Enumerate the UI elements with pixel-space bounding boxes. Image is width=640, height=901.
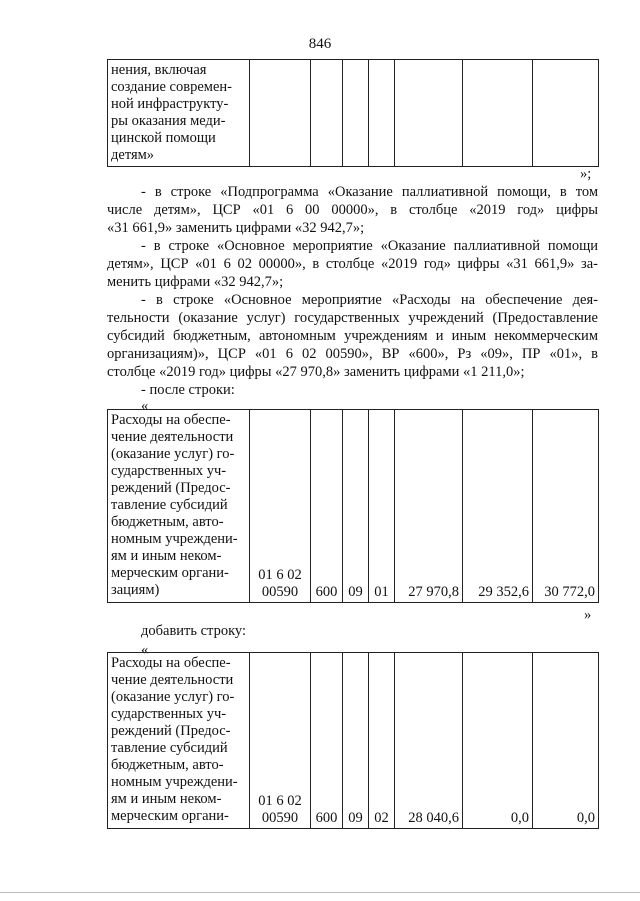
- add-row-label: добавить строку:: [141, 623, 246, 639]
- paragraph-line: числе детям», ЦСР «01 6 00 00000», в столбце «2019 год» цифры: [107, 202, 598, 218]
- row-description: Расходы на обеспе- чение деятельности (оказание услуг) го- сударственных уч- реждений (Предос- тавление субсидий бюджетным, авто- номным учреждени- ям и иным неком- мерческим органи-: [108, 653, 250, 829]
- csr-cell: [250, 60, 311, 167]
- year-2019-cell: 27 970,8: [395, 410, 463, 603]
- pr-cell: 01: [369, 410, 395, 603]
- budget-table-fragment: [107, 59, 599, 167]
- rz-cell: 09: [343, 653, 369, 829]
- pr-cell: 02: [369, 653, 395, 829]
- paragraph-line: - в строке «Основное мероприятие «Расходы на обеспечение дея-: [141, 292, 598, 308]
- vr-cell: 600: [311, 410, 343, 603]
- paragraph-line: менить цифрами «32 942,7»;: [107, 274, 284, 290]
- paragraph-line: столбце «2019 год» цифры «27 970,8» заменить цифрами «1 211,0»;: [107, 364, 525, 380]
- year-2021-cell: 0,0: [533, 653, 599, 829]
- vr-cell: 600: [311, 653, 343, 829]
- year-2020-cell: 29 352,6: [463, 410, 533, 603]
- paragraph-line: субсидий бюджетным, автономным учреждениям и иным некоммерческим: [107, 328, 598, 344]
- rz-cell: 09: [343, 410, 369, 603]
- paragraph-line: тельности (оказание услуг) государственных учреждений (Предоставление: [107, 310, 598, 326]
- year-2019-cell: 28 040,6: [395, 653, 463, 829]
- closing-quote: »: [584, 607, 592, 623]
- year-2020-cell: [463, 60, 533, 167]
- after-row-label: - после строки:: [141, 382, 235, 398]
- year-2021-cell: 30 772,0: [533, 410, 599, 603]
- year-2020-cell: 0,0: [463, 653, 533, 829]
- csr-cell: 01 6 02 00590: [250, 653, 311, 829]
- paragraph-line: - в строке «Подпрограмма «Оказание паллиативной помощи, в том: [141, 184, 598, 200]
- budget-table-row-existing: [107, 409, 599, 603]
- row-description: Расходы на обеспе- чение деятельности (оказание услуг) го- сударственных уч- реждений (Предос- тавление субсидий бюджетным, авто- номным учреждени- ям и иным неком- мерческим органи- зациям): [108, 410, 250, 603]
- opening-quote: «: [141, 642, 149, 658]
- opening-quote: «: [141, 398, 149, 414]
- csr-cell: 01 6 02 00590: [250, 410, 311, 603]
- pr-cell: [369, 60, 395, 167]
- year-2021-cell: [533, 60, 599, 167]
- paragraph-line: «31 661,9» заменить цифрами «32 942,7»;: [107, 220, 365, 236]
- year-2019-cell: [395, 60, 463, 167]
- vr-cell: [311, 60, 343, 167]
- paragraph-line: детям», ЦСР «01 6 02 00000», в столбце «2019 год» цифры «31 661,9» за-: [107, 256, 598, 272]
- page-edge-line: [0, 892, 640, 893]
- row-description: нения, включая создание современ- ной инфраструкту- ры оказания меди- цинской помощи детям»: [108, 60, 250, 167]
- paragraph-line: организациям)», ЦСР «01 6 02 00590», ВР «600», Рз «09», ПР «01», в: [107, 346, 598, 362]
- rz-cell: [343, 60, 369, 167]
- paragraph-line: - в строке «Основное мероприятие «Оказание паллиативной помощи: [141, 238, 598, 254]
- budget-table-row-added: [107, 652, 599, 829]
- closing-quote: »;: [580, 166, 592, 182]
- page-number: 846: [308, 36, 332, 52]
